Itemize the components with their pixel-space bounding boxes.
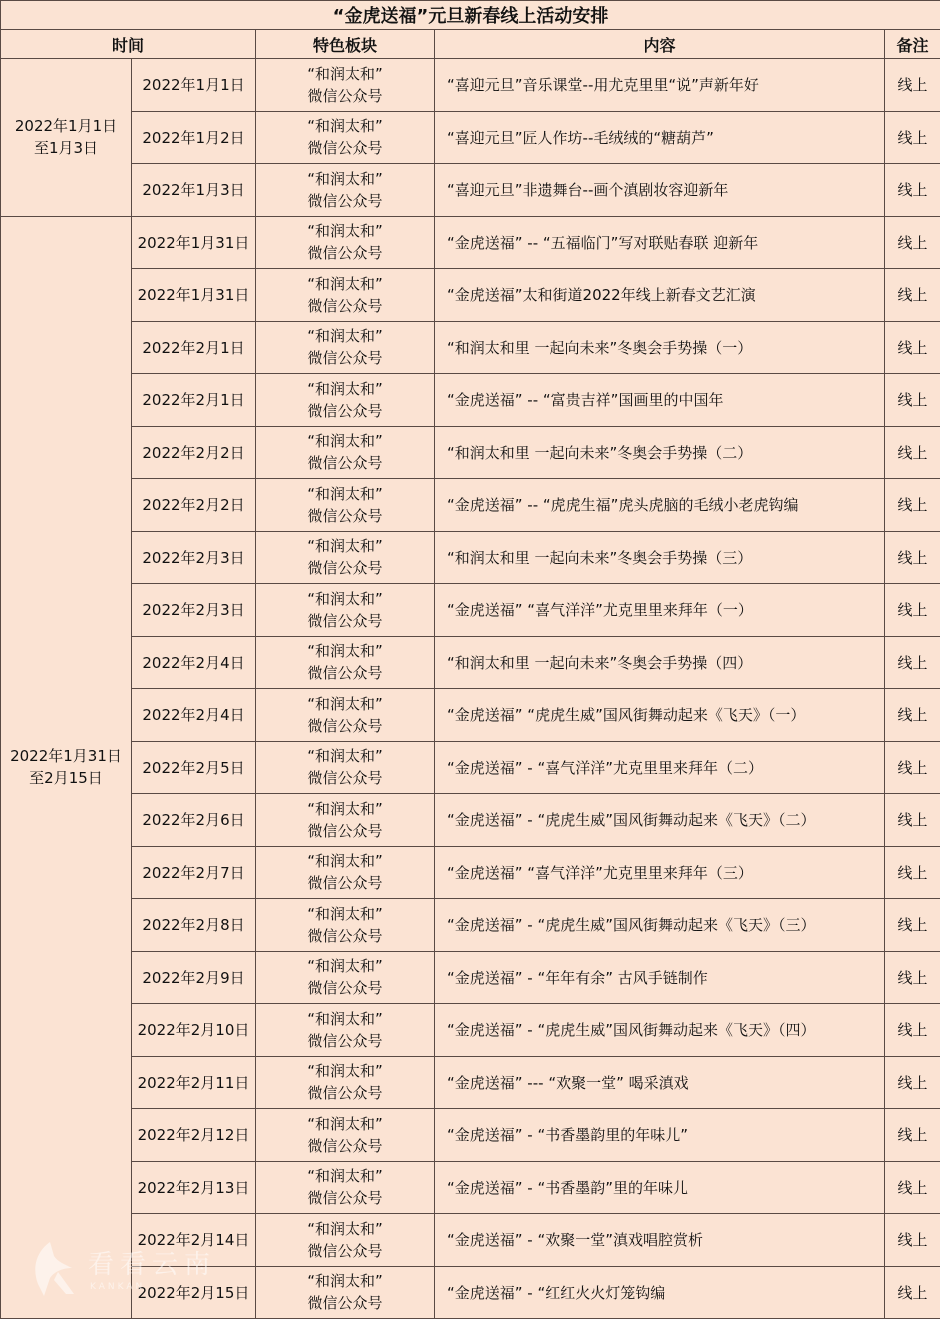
section-line: “和润太和” [307,1219,383,1238]
content-cell: “金虎送福”太和街道2022年线上新春文艺汇演 [435,269,885,322]
content-cell: “金虎送福” - “虎虎生威”国风街舞动起来《飞天》（四） [435,1004,885,1057]
section-line: “和润太和” [307,432,383,451]
section-line: “和润太和” [307,694,383,713]
remark-cell: 线上 [885,899,940,952]
section-line: 微信公众号 [307,86,383,105]
date-cell: 2022年2月3日 [132,531,256,584]
section-cell [256,741,435,794]
date-cell: 2022年2月6日 [132,794,256,847]
content-cell: “喜迎元旦”非遗舞台--画个滇剧妆容迎新年 [435,164,885,217]
remark-cell: 线上 [885,741,940,794]
header-section: 特色板块 [256,30,435,59]
section-line: 微信公众号 [307,401,383,420]
section-cell [256,59,435,112]
section-line: “和润太和” [307,642,383,661]
content-cell: “金虎送福” -- “虎虎生福”虎头虎脑的毛绒小老虎钩编 [435,479,885,532]
period-cell [1,59,132,217]
section-line: “和润太和” [307,274,383,293]
section-cell [256,689,435,742]
date-cell: 2022年2月4日 [132,636,256,689]
section-line: 微信公众号 [307,349,383,368]
content-cell: “金虎送福” - “欢聚一堂”滇戏唱腔赏析 [435,1214,885,1267]
remark-cell: 线上 [885,689,940,742]
section-line: 微信公众号 [307,1189,383,1208]
table-row [1,321,940,374]
table-row [1,479,940,532]
section-line: 微信公众号 [307,506,383,525]
section-cell [256,269,435,322]
section-line: 微信公众号 [307,664,383,683]
date-cell: 2022年2月5日 [132,741,256,794]
table-row [1,1004,940,1057]
period-line: 至2月15日 [29,769,103,788]
section-line: “和润太和” [307,484,383,503]
content-cell: “金虎送福” - “喜气洋洋”尤克里里来拜年（二） [435,741,885,794]
remark-cell: 线上 [885,531,940,584]
table-row [1,111,940,164]
table-row [1,1109,940,1162]
date-cell: 2022年1月31日 [132,269,256,322]
section-line: “和润太和” [307,1272,383,1291]
section-line: 微信公众号 [307,296,383,315]
remark-cell: 线上 [885,584,940,637]
content-cell: “和润太和里 一起向未来”冬奥会手势操（一） [435,321,885,374]
section-line: 微信公众号 [307,874,383,893]
content-cell: “金虎送福” “喜气洋洋”尤克里里来拜年（一） [435,584,885,637]
remark-cell: 线上 [885,636,940,689]
content-cell: “金虎送福” - “虎虎生威”国风街舞动起来《飞天》（三） [435,899,885,952]
date-cell: 2022年1月2日 [132,111,256,164]
section-cell [256,164,435,217]
watermark-text: 看看云南 [88,1250,217,1280]
table-row [1,584,940,637]
date-cell: 2022年2月8日 [132,899,256,952]
table-row [1,1161,940,1214]
content-cell: “和润太和里 一起向未来”冬奥会手势操（二） [435,426,885,479]
table-row [1,1266,940,1319]
section-cell [256,636,435,689]
content-cell: “金虎送福” --- “欢聚一堂” 喝采滇戏 [435,1056,885,1109]
section-line: “和润太和” [307,327,383,346]
table-row [1,531,940,584]
section-line: 微信公众号 [307,1136,383,1155]
section-line: 微信公众号 [307,244,383,263]
period-cell [1,216,132,1319]
header-row [1,30,940,59]
table-row [1,164,940,217]
section-line: “和润太和” [307,904,383,923]
section-cell [256,479,435,532]
content-cell: “金虎送福” “喜气洋洋”尤克里里来拜年（三） [435,846,885,899]
remark-cell: 线上 [885,479,940,532]
date-cell: 2022年2月9日 [132,951,256,1004]
remark-cell: 线上 [885,794,940,847]
section-line: 微信公众号 [307,559,383,578]
table-row [1,426,940,479]
content-cell: “和润太和里 一起向未来”冬奥会手势操（四） [435,636,885,689]
table-row [1,794,940,847]
section-line: “和润太和” [307,747,383,766]
date-cell: 2022年2月14日 [132,1214,256,1267]
date-cell: 2022年2月4日 [132,689,256,742]
table-title: “金虎送福”元旦新春线上活动安排 [1,1,940,30]
section-cell [256,426,435,479]
section-line: 微信公众号 [307,926,383,945]
watermark-subtext: KANKAN [90,1282,146,1292]
remark-cell: 线上 [885,321,940,374]
remark-cell: 线上 [885,1161,940,1214]
remark-cell: 线上 [885,426,940,479]
section-cell [256,1161,435,1214]
section-cell [256,531,435,584]
section-line: 微信公众号 [307,1294,383,1313]
header-time: 时间 [1,30,256,59]
content-cell: “金虎送福” - “书香墨韵”里的年味儿 [435,1161,885,1214]
date-cell: 2022年2月15日 [132,1266,256,1319]
table-row [1,1056,940,1109]
section-line: “和润太和” [307,1114,383,1133]
table-row [1,741,940,794]
date-cell: 2022年2月11日 [132,1056,256,1109]
table-row [1,374,940,427]
content-cell: “金虎送福” - “年年有余” 古风手链制作 [435,951,885,1004]
content-cell: “金虎送福” -- “五福临门”写对联贴春联 迎新年 [435,216,885,269]
date-cell: 2022年2月2日 [132,426,256,479]
remark-cell: 线上 [885,1056,940,1109]
section-cell [256,1214,435,1267]
section-line: 微信公众号 [307,454,383,473]
section-line: 微信公众号 [307,979,383,998]
remark-cell: 线上 [885,1004,940,1057]
date-cell: 2022年2月2日 [132,479,256,532]
date-cell: 2022年2月1日 [132,374,256,427]
section-cell [256,1109,435,1162]
section-line: “和润太和” [307,379,383,398]
table-row [1,899,940,952]
date-cell: 2022年2月3日 [132,584,256,637]
section-line: “和润太和” [307,852,383,871]
date-cell: 2022年2月13日 [132,1161,256,1214]
section-cell [256,951,435,1004]
section-cell [256,846,435,899]
content-cell: “喜迎元旦”匠人作坊--毛绒绒的“糖葫芦” [435,111,885,164]
section-line: 微信公众号 [307,1241,383,1260]
content-cell: “金虎送福” -- “富贵吉祥”国画里的中国年 [435,374,885,427]
section-line: 微信公众号 [307,191,383,210]
table-row [1,951,940,1004]
section-line: “和润太和” [307,799,383,818]
date-cell: 2022年2月10日 [132,1004,256,1057]
period-line: 2022年1月1日 [14,117,118,136]
section-cell [256,1004,435,1057]
table-row [1,689,940,742]
content-cell: “喜迎元旦”音乐课堂--用尤克里里“说”声新年好 [435,59,885,112]
section-line: “和润太和” [307,589,383,608]
section-line: 微信公众号 [307,139,383,158]
table-row [1,1214,940,1267]
remark-cell: 线上 [885,1266,940,1319]
date-cell: 2022年2月1日 [132,321,256,374]
remark-cell: 线上 [885,269,940,322]
section-line: 微信公众号 [307,611,383,630]
section-line: “和润太和” [307,64,383,83]
section-cell [256,794,435,847]
table-row [1,269,940,322]
section-cell [256,1056,435,1109]
content-cell: “金虎送福” - “虎虎生威”国风街舞动起来《飞天》（二） [435,794,885,847]
section-line: 微信公众号 [307,1084,383,1103]
remark-cell: 线上 [885,111,940,164]
section-line: “和润太和” [307,957,383,976]
section-line: 微信公众号 [307,716,383,735]
table-row [1,846,940,899]
period-line: 2022年1月31日 [10,747,122,766]
content-cell: “和润太和里 一起向未来”冬奥会手势操（三） [435,531,885,584]
remark-cell: 线上 [885,164,940,217]
content-cell: “金虎送福” - “书香墨韵里的年味儿” [435,1109,885,1162]
header-remark: 备注 [885,30,940,59]
section-line: “和润太和” [307,169,383,188]
section-line: 微信公众号 [307,821,383,840]
remark-cell: 线上 [885,374,940,427]
section-cell [256,374,435,427]
section-line: “和润太和” [307,117,383,136]
section-cell [256,899,435,952]
remark-cell: 线上 [885,216,940,269]
section-line: “和润太和” [307,1009,383,1028]
section-cell [256,584,435,637]
section-line: “和润太和” [307,1167,383,1186]
remark-cell: 线上 [885,951,940,1004]
content-cell: “金虎送福” - “红红火火灯笼钩编 [435,1266,885,1319]
remark-cell: 线上 [885,59,940,112]
date-cell: 2022年2月12日 [132,1109,256,1162]
section-line: “和润太和” [307,222,383,241]
section-cell [256,111,435,164]
date-cell: 2022年1月3日 [132,164,256,217]
section-cell [256,216,435,269]
section-line: 微信公众号 [307,1031,383,1050]
section-line: “和润太和” [307,1062,383,1081]
section-line: “和润太和” [307,537,383,556]
section-cell [256,321,435,374]
date-cell: 2022年2月7日 [132,846,256,899]
content-cell: “金虎送福” “虎虎生威”国风街舞动起来《飞天》（一） [435,689,885,742]
remark-cell: 线上 [885,1214,940,1267]
header-content: 内容 [435,30,885,59]
section-cell [256,1266,435,1319]
period-line: 至1月3日 [33,139,99,158]
date-cell: 2022年1月1日 [132,59,256,112]
table-row [1,59,940,112]
table-row [1,636,940,689]
remark-cell: 线上 [885,1109,940,1162]
remark-cell: 线上 [885,846,940,899]
date-cell: 2022年1月31日 [132,216,256,269]
section-line: 微信公众号 [307,769,383,788]
table-row [1,216,940,269]
